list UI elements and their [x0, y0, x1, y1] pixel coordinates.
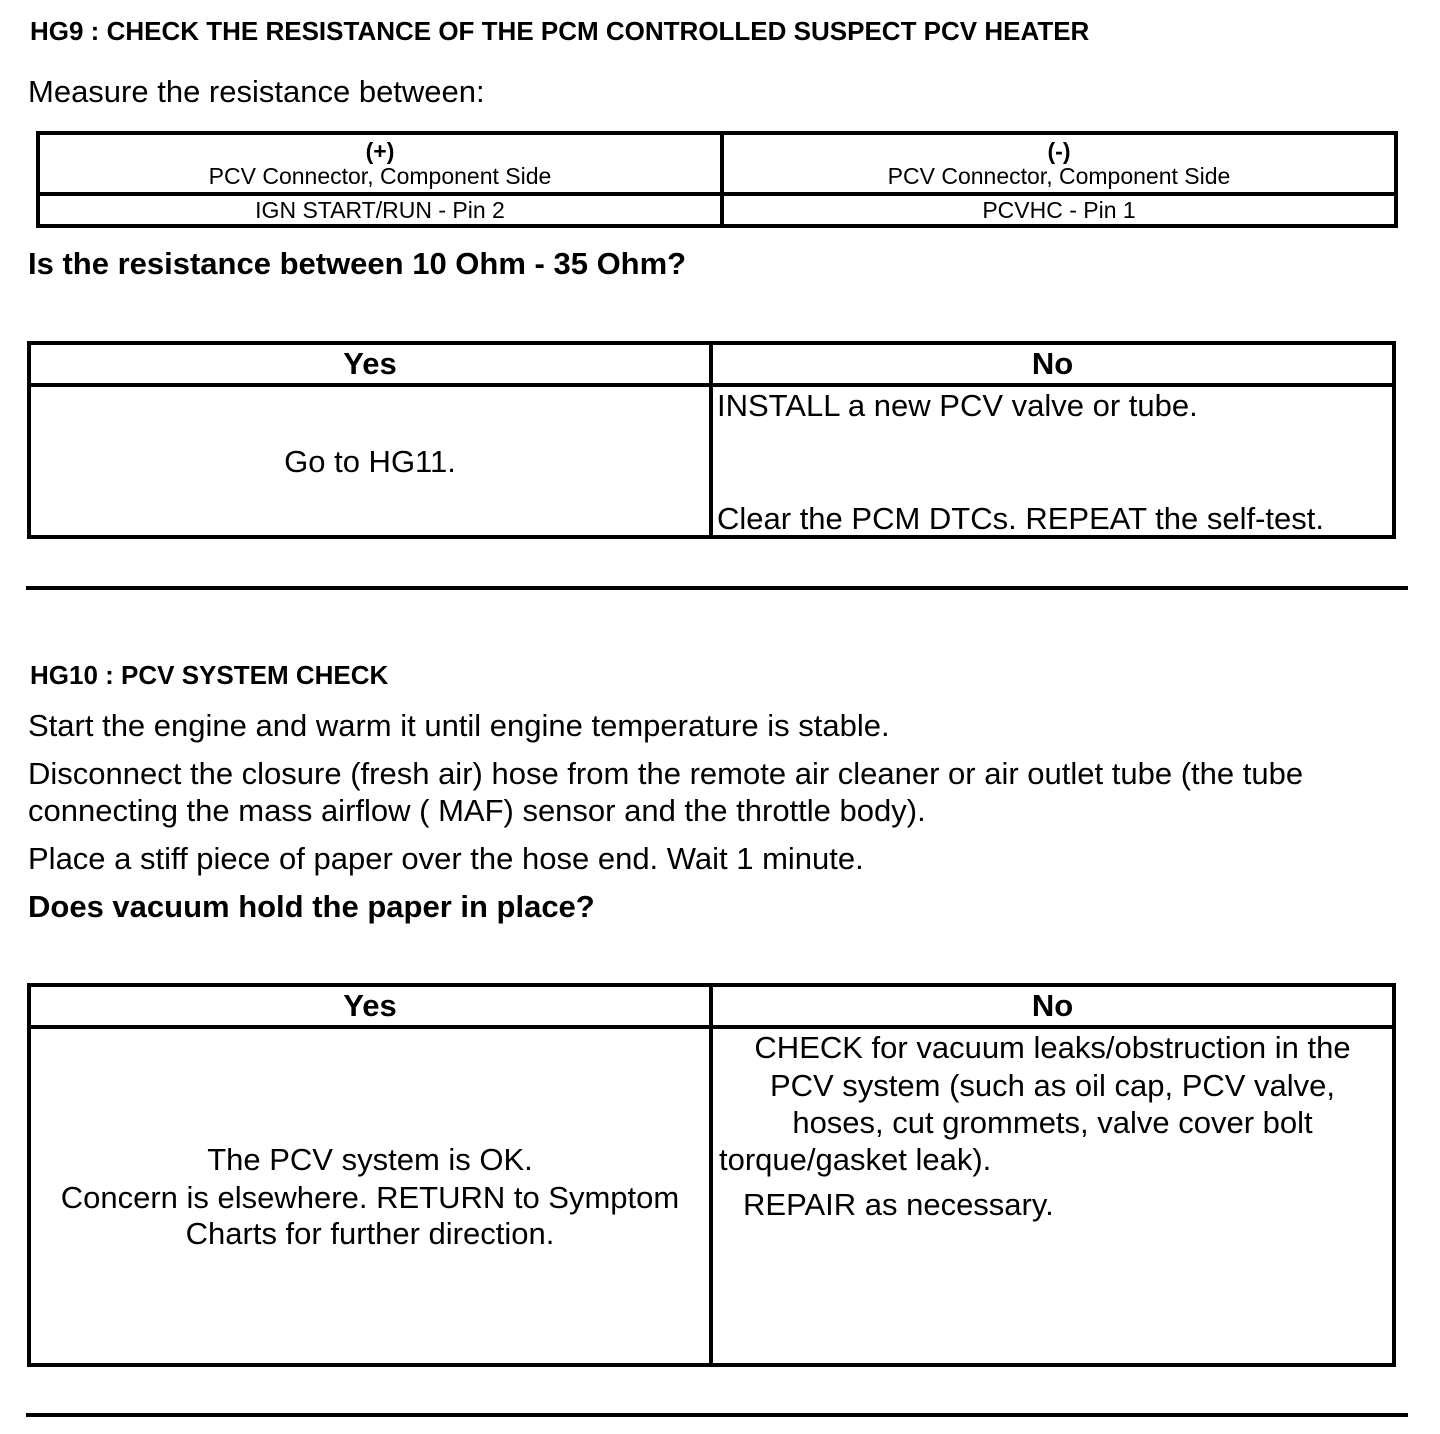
measurement-table: [36, 131, 1398, 228]
hg10-no-line4: torque/gasket leak).: [719, 1142, 992, 1177]
hg10-no-line1: CHECK for vacuum leaks/obstruction in the: [754, 1030, 1351, 1065]
hg10-yes-header: Yes: [29, 985, 711, 1027]
section-divider: [26, 586, 1408, 590]
hg10-question: Does vacuum hold the paper in place?: [28, 889, 595, 924]
positive-polarity-label: (+): [365, 137, 395, 164]
hg9-no-header: No: [711, 343, 1394, 385]
hg9-answer-table: [27, 341, 1396, 539]
hg9-yes-header: Yes: [29, 343, 711, 385]
hg10-no-line2: PCV system (such as oil cap, PCV valve,: [769, 1068, 1336, 1103]
hg10-no-line3: hoses, cut grommets, valve cover bolt: [792, 1105, 1313, 1140]
hg10-yes-line3: Charts for further direction.: [185, 1216, 555, 1251]
hg10-step1: Start the engine and warm it until engine temperature is stable.: [28, 708, 890, 743]
measurement-right-label: PCV Connector, Component Side: [887, 162, 1231, 189]
section-divider-bottom: [26, 1413, 1408, 1417]
hg9-no-line2: Clear the PCM DTCs. REPEAT the self-test.: [717, 501, 1324, 536]
hg10-yes-line1: The PCV system is OK.: [207, 1142, 533, 1177]
measurement-right-header: [722, 133, 1396, 194]
hg10-no-cell: [711, 1027, 1394, 1365]
hg10-yes-cell: [29, 1027, 711, 1365]
hg9-yes-text: Go to HG11.: [284, 443, 456, 479]
hg9-title: HG9 : CHECK THE RESISTANCE OF THE PCM CONTROLLED SUSPECT PCV HEATER: [30, 16, 1090, 46]
negative-polarity-label: (-): [1047, 137, 1071, 164]
measurement-left-value: IGN START/RUN - Pin 2: [38, 194, 722, 226]
hg10-answer-table: [27, 983, 1396, 1367]
hg10-step2-line1: Disconnect the closure (fresh air) hose from the remote air cleaner or air outlet tube (the tube: [28, 756, 1304, 791]
hg9-no-line1: INSTALL a new PCV valve or tube.: [717, 388, 1198, 423]
hg10-step2-line2: connecting the mass airflow ( MAF) sensor and the throttle body).: [28, 793, 926, 828]
measurement-left-label: PCV Connector, Component Side: [208, 162, 552, 189]
hg9-question: Is the resistance between 10 Ohm - 35 Ohm?: [28, 246, 687, 281]
measurement-right-value: PCVHC - Pin 1: [722, 194, 1396, 226]
measurement-left-header: [38, 133, 722, 194]
hg10-yes-line2: Concern is elsewhere. RETURN to Symptom: [60, 1180, 680, 1215]
hg10-no-line5: REPAIR as necessary.: [743, 1187, 1054, 1222]
hg10-title: HG10 : PCV SYSTEM CHECK: [30, 660, 389, 690]
hg9-yes-cell: [29, 385, 711, 537]
hg9-intro: Measure the resistance between:: [28, 74, 485, 109]
hg10-step3: Place a stiff piece of paper over the hose end. Wait 1 minute.: [28, 841, 864, 876]
hg9-no-cell: [711, 385, 1394, 537]
hg10-no-header: No: [711, 985, 1394, 1027]
